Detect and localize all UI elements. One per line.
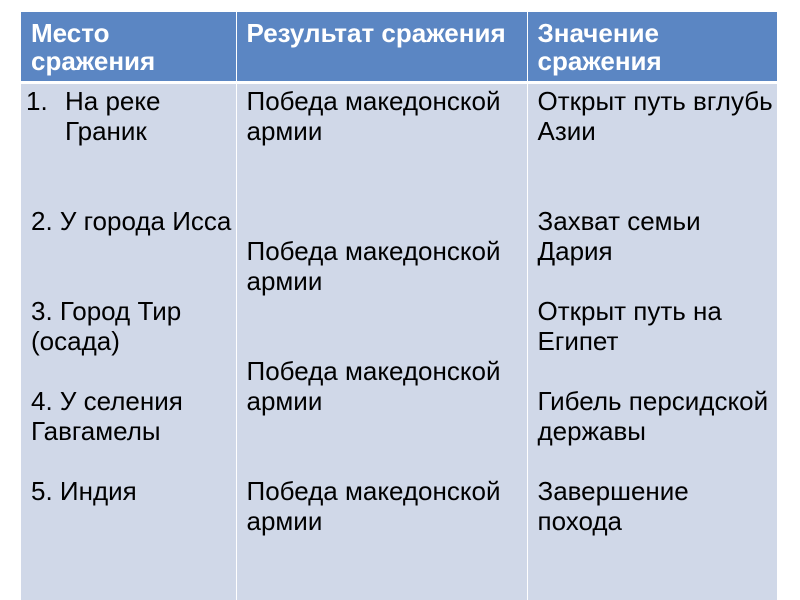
place-cell bbox=[21, 83, 236, 600]
significance-entry-1: Открыт путь вглубь Азии bbox=[537, 86, 773, 146]
significance-entry-3: Открыт путь на Египет bbox=[537, 296, 722, 356]
body-row bbox=[21, 83, 777, 600]
place-text-1: На реке Граник bbox=[65, 86, 161, 146]
place-number-1: 1. bbox=[26, 86, 48, 116]
header-significance: Значение сражения bbox=[527, 12, 777, 83]
place-entry-5: 5. Индия bbox=[31, 476, 137, 506]
place-entry-3: 3. Город Тир (осада) bbox=[31, 296, 182, 356]
battles-table bbox=[21, 12, 777, 600]
place-entry-1 bbox=[21, 86, 232, 146]
result-entry-1: Победа македонской армии bbox=[246, 86, 501, 146]
header-row bbox=[21, 12, 777, 83]
header-result: Результат сражения bbox=[236, 12, 527, 83]
place-entry-2: 2. У города Исса bbox=[31, 206, 232, 236]
header-place: Место сражения bbox=[21, 12, 236, 83]
significance-entry-5: Завершение похода bbox=[537, 476, 689, 536]
result-entry-3: Победа македонской армии bbox=[246, 356, 501, 416]
significance-entry-4: Гибель персидской державы bbox=[537, 386, 769, 446]
result-cell bbox=[236, 83, 527, 600]
result-entry-4: Победа македонской армии bbox=[246, 476, 501, 536]
significance-entry-2: Захват семьи Дария bbox=[537, 206, 701, 266]
significance-cell bbox=[527, 83, 777, 600]
result-entry-2: Победа македонской армии bbox=[246, 236, 501, 296]
place-entry-4: 4. У селения Гавгамелы bbox=[31, 386, 183, 446]
